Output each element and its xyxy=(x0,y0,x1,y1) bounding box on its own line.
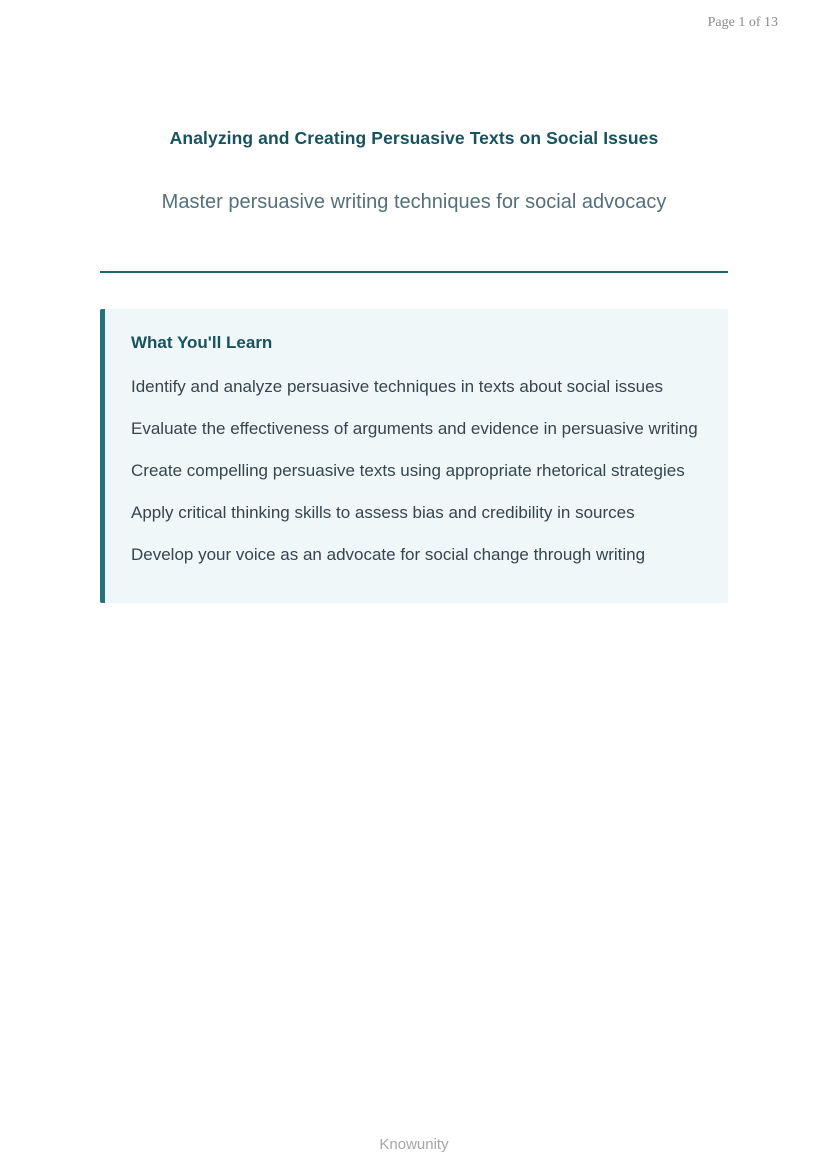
document-subtitle: Master persuasive writing techniques for social advocacy xyxy=(161,191,667,213)
learn-box-heading: What You'll Learn xyxy=(131,333,273,352)
learn-item: Apply critical thinking skills to assess bias and credibility in sources xyxy=(131,503,635,522)
what-youll-learn-box xyxy=(100,309,728,603)
page-number-indicator: Page 1 of 13 xyxy=(707,15,778,30)
document-title: Analyzing and Creating Persuasive Texts on Social Issues xyxy=(169,128,659,148)
learn-item: Evaluate the effectiveness of arguments and evidence in persuasive writing xyxy=(131,419,698,438)
learn-item: Identify and analyze persuasive techniques in texts about social issues xyxy=(131,377,664,396)
section-divider xyxy=(100,271,728,273)
learn-item: Develop your voice as an advocate for social change through writing xyxy=(131,545,646,564)
footer-brand: Knowunity xyxy=(379,1136,449,1153)
learn-item: Create compelling persuasive texts using appropriate rhetorical strategies xyxy=(131,461,685,480)
